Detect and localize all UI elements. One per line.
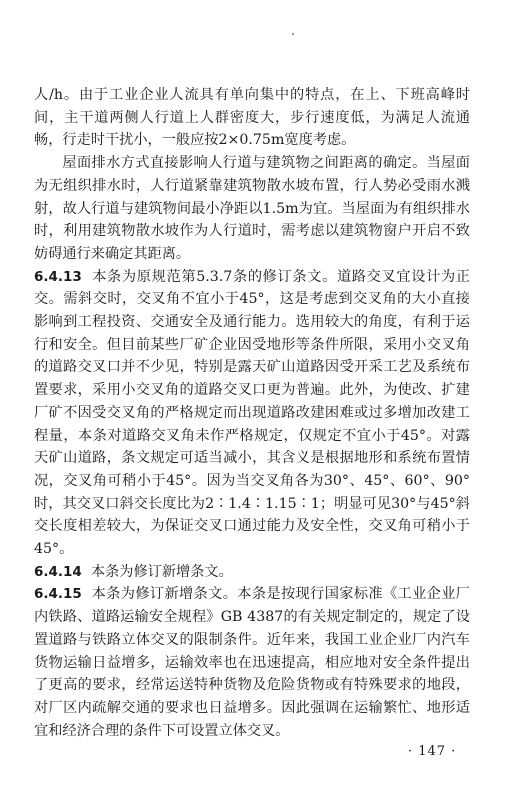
clause-number: 6.4.13 — [34, 268, 82, 285]
clause-text: 本条为原规范第5.3.7条的修订条文。道路交叉宜设计为正交。需斜交时，交叉角不宜小于45°，这是考虑到交叉角的大小直接影响到工程投资、交通安全及通行能力。选用较大的角度，有利于运行和安全。但目前某些厂矿企业因受地形等条件所限，采用小交叉角的道路交叉口并不少见，特别是露天矿山道路因受开采工艺及系统布置要求，采用小交叉角的道路交叉口更为普遍。此外，为使改、扩建厂矿不因受交叉角的严格规定而出现道路改建困难或过多增加改建工程量，本条对道路交叉角未作严格规定，仅规定不宜小于45°。对露天矿山道路，条文规定可适当减小，其含义是根据地形和系统布置情况，交叉角可稍小于45°。因为当交叉角各为30°、45°、60°、90°时，其交叉口斜交长度比为2∶1.4∶1.15∶1；明显可见30°与45°斜交长度相差较大，为保证交叉口通过能力及安全性，交叉角可稍小于45°。 — [34, 268, 470, 558]
paragraph-roof-drainage: 屋面排水方式直接影响人行道与建筑物之间距离的确定。当屋面为无组织排水时，人行道紧靠建筑物散水坡布置，行人势必受雨水溅射，故人行道与建筑物间最小净距以1.5m为宜。当屋面为有组织排水时，利用建筑物散水坡作为人行道时，需考虑以建筑物窗户开启不致妨碍通行来确定其距离。 — [34, 155, 470, 262]
scan-speck — [292, 33, 294, 35]
clause-6-4-14 — [34, 561, 470, 584]
page-number: · 147 · — [408, 744, 457, 759]
clause-text: 本条为修订新增条文。 — [90, 563, 233, 580]
clause-text: 本条为修订新增条文。本条是按现行国家标准《工业企业厂内铁路、道路运输安全规程》GB 4387的有关规定制定的，规定了设置道路与铁路立体交叉的限制条件。近年来，我国工业企业厂内汽车货物运输日益增多，运输效率也在迅速提高，相应地对安全条件提出了更高的要求，经常运送特种货物及危险货物或有特殊要求的地段，对厂区内疏解交通的要求也日益增多。因此强调在运输繁忙、地形适宜和经济合理的条件下可设置立体交叉。 — [34, 586, 470, 739]
clause-number: 6.4.15 — [34, 586, 82, 603]
clause-6-4-13 — [34, 266, 470, 561]
clause-6-4-15 — [34, 583, 470, 742]
body-text — [34, 84, 470, 742]
paragraph-continuation: 人/h。由于工业企业人流具有单向集中的特点，在上、下班高峰时间，主干道两侧人行道上人群密度大，步行速度低，为满足人流通畅，行走时干扰小，一般应按2×0.75m宽度考虑。 — [34, 87, 470, 149]
clause-number: 6.4.14 — [34, 563, 82, 580]
